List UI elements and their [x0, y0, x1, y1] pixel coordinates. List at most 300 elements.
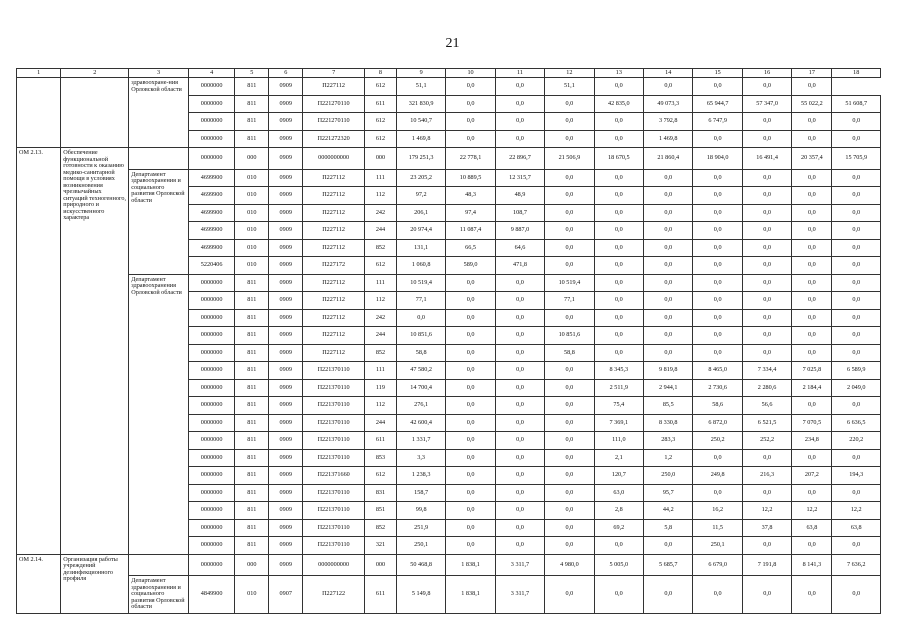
table-cell: 0,0 [693, 222, 742, 240]
table-cell: 0,0 [495, 292, 544, 310]
table-cell: 0,0 [495, 537, 544, 555]
table-cell: 0000000 [188, 327, 234, 345]
table-cell: 276,1 [396, 397, 445, 415]
table-cell: 0,0 [446, 309, 495, 327]
table-cell: 0,0 [594, 344, 643, 362]
table-cell: 4699900 [188, 204, 234, 222]
table-cell: 42 600,4 [396, 414, 445, 432]
table-cell: 0,0 [545, 537, 594, 555]
table-cell: 612 [365, 130, 397, 148]
table-cell: П227122 [303, 576, 365, 614]
table-cell: 0909 [269, 274, 303, 292]
table-cell: 0,0 [495, 432, 544, 450]
column-header: 13 [594, 69, 643, 78]
table-cell: 0,0 [832, 204, 881, 222]
table-cell: 0,0 [594, 576, 643, 614]
table-cell: 0909 [269, 148, 303, 170]
table-cell: 37,8 [742, 519, 791, 537]
table-cell: 611 [365, 95, 397, 113]
table-cell: 0000000 [188, 362, 234, 380]
table-cell: 242 [365, 204, 397, 222]
table-cell: 0909 [269, 449, 303, 467]
table-cell: 0,0 [792, 576, 832, 614]
table-cell: 0,0 [644, 576, 693, 614]
table-cell: 0,0 [742, 344, 791, 362]
table-cell: 0,0 [693, 309, 742, 327]
table-cell: 2,8 [594, 502, 643, 520]
table-cell: 0,0 [495, 95, 544, 113]
table-cell: 0,0 [693, 169, 742, 187]
table-cell: 0,0 [495, 344, 544, 362]
department-cell: здравоохране-ния Орловской области [129, 78, 189, 148]
table-cell: 244 [365, 327, 397, 345]
table-cell: 0,0 [742, 257, 791, 275]
table-cell: 851 [365, 502, 397, 520]
table-cell: 0,0 [832, 130, 881, 148]
table-cell: 0,0 [495, 309, 544, 327]
table-cell: 4849900 [188, 576, 234, 614]
table-cell: 0,0 [545, 222, 594, 240]
table-cell: 0,0 [545, 257, 594, 275]
table-cell: 18 670,5 [594, 148, 643, 170]
table-cell: 0,0 [545, 449, 594, 467]
table-cell: 8 141,3 [792, 554, 832, 576]
table-cell: 99,8 [396, 502, 445, 520]
table-cell: 811 [235, 397, 269, 415]
table-cell: П221370110 [303, 449, 365, 467]
table-cell: 0,0 [742, 130, 791, 148]
table-cell: 0,0 [495, 362, 544, 380]
table-cell: 0,0 [792, 397, 832, 415]
table-cell: 95,7 [644, 484, 693, 502]
table-cell: 7 025,8 [792, 362, 832, 380]
table-cell: 0909 [269, 554, 303, 576]
table-cell: 811 [235, 309, 269, 327]
table-cell: 0,0 [495, 449, 544, 467]
table-cell: 471,8 [495, 257, 544, 275]
table-cell: 108,7 [495, 204, 544, 222]
table-cell: 0,0 [644, 344, 693, 362]
table-cell: 0909 [269, 187, 303, 205]
table-cell: 250,0 [644, 467, 693, 485]
table-cell: 65 944,7 [693, 95, 742, 113]
table-cell: 811 [235, 362, 269, 380]
table-cell: 0,0 [495, 484, 544, 502]
table-cell: 0,0 [693, 130, 742, 148]
table-cell: 0,0 [693, 257, 742, 275]
table-cell: 0,0 [446, 327, 495, 345]
table-cell: П227112 [303, 204, 365, 222]
column-header: 1 [17, 69, 61, 78]
table-row [17, 169, 881, 187]
table-cell: 811 [235, 78, 269, 96]
table-cell: 0909 [269, 362, 303, 380]
page-number: 21 [445, 36, 460, 51]
table-cell: 0,0 [693, 78, 742, 96]
table-cell: 0,0 [545, 187, 594, 205]
table-cell: 7 334,4 [742, 362, 791, 380]
table-cell: 58,6 [693, 397, 742, 415]
table-cell: 0,0 [742, 292, 791, 310]
table-cell: 7 070,5 [792, 414, 832, 432]
table-cell: 5 005,0 [594, 554, 643, 576]
table-cell: 23 205,2 [396, 169, 445, 187]
table-cell: 0,0 [792, 537, 832, 555]
table-cell: П221370110 [303, 362, 365, 380]
table-cell: 0,0 [594, 274, 643, 292]
table-cell: П227112 [303, 344, 365, 362]
table-cell: 0,0 [693, 576, 742, 614]
table-cell: 0,0 [545, 113, 594, 131]
table-cell: 6 521,5 [742, 414, 791, 432]
table-cell: 5 149,8 [396, 576, 445, 614]
table-cell: 0909 [269, 414, 303, 432]
table-cell: 831 [365, 484, 397, 502]
column-header: 9 [396, 69, 445, 78]
table-cell: 0000000 [188, 379, 234, 397]
table-cell: 63,8 [832, 519, 881, 537]
column-header: 12 [545, 69, 594, 78]
table-cell: 97,4 [446, 204, 495, 222]
table-cell: 12,2 [742, 502, 791, 520]
table-cell: 0,0 [792, 274, 832, 292]
table-cell: 69,2 [594, 519, 643, 537]
table-cell: 0,0 [792, 344, 832, 362]
table-cell: 0,0 [495, 130, 544, 148]
table-cell: 77,1 [396, 292, 445, 310]
table-cell: 22 896,7 [495, 148, 544, 170]
table-cell: 11,5 [693, 519, 742, 537]
table-cell: 0,0 [644, 169, 693, 187]
table-cell: 0,0 [644, 537, 693, 555]
table-cell: 0,0 [644, 309, 693, 327]
table-cell: 2 049,0 [832, 379, 881, 397]
table-cell: 0,0 [446, 519, 495, 537]
table-cell: 56,6 [742, 397, 791, 415]
table-cell: П227112 [303, 274, 365, 292]
column-header: 8 [365, 69, 397, 78]
table-cell: 612 [365, 113, 397, 131]
table-cell: 0,0 [644, 239, 693, 257]
table-cell: 0909 [269, 397, 303, 415]
department-cell: Департамент здравоохранения Орловской области [129, 274, 189, 554]
table-cell: 0,0 [792, 204, 832, 222]
table-cell: 252,2 [742, 432, 791, 450]
table-cell: 0909 [269, 257, 303, 275]
table-cell: 0000000 [188, 344, 234, 362]
table-cell: 6 636,5 [832, 414, 881, 432]
table-cell: 22 778,1 [446, 148, 495, 170]
table-cell: 16 491,4 [742, 148, 791, 170]
table-cell: 63,0 [594, 484, 643, 502]
table-cell: 852 [365, 519, 397, 537]
table-cell: 0,0 [495, 519, 544, 537]
column-header: 5 [235, 69, 269, 78]
table-cell: 194,3 [832, 467, 881, 485]
table-cell: 234,8 [792, 432, 832, 450]
table-cell: 2 184,4 [792, 379, 832, 397]
department-cell [129, 148, 189, 170]
table-cell: 206,1 [396, 204, 445, 222]
table-cell: 0000000 [188, 309, 234, 327]
table-cell: 0,0 [742, 204, 791, 222]
table-cell: П221370110 [303, 502, 365, 520]
table-cell: 612 [365, 78, 397, 96]
table-cell: 3 311,7 [495, 576, 544, 614]
table-cell: 852 [365, 344, 397, 362]
table-cell: 010 [235, 257, 269, 275]
table-cell: 0,0 [545, 130, 594, 148]
table-cell: 0,0 [446, 467, 495, 485]
table-cell: 7 636,2 [832, 554, 881, 576]
column-header: 7 [303, 69, 365, 78]
table-cell: 0909 [269, 113, 303, 131]
table-cell: 0,0 [792, 113, 832, 131]
table-cell: 0,0 [644, 257, 693, 275]
table-cell: 10 519,4 [396, 274, 445, 292]
table-cell: 8 330,8 [644, 414, 693, 432]
table-cell: 0,0 [644, 78, 693, 96]
table-cell: 0,0 [693, 327, 742, 345]
table-cell: 0,0 [792, 130, 832, 148]
table-cell: 811 [235, 130, 269, 148]
table-cell: 0,0 [446, 113, 495, 131]
table-cell: 14 700,4 [396, 379, 445, 397]
table-cell: 0,0 [832, 344, 881, 362]
table-cell: 0,0 [742, 327, 791, 345]
table-row [17, 148, 881, 170]
table-cell: 0,0 [446, 344, 495, 362]
table-cell: 6 872,0 [693, 414, 742, 432]
table-cell: 000 [365, 554, 397, 576]
table-cell: 12 315,7 [495, 169, 544, 187]
table-cell: 0,0 [832, 449, 881, 467]
table-cell: 0909 [269, 344, 303, 362]
table-cell: 75,4 [594, 397, 643, 415]
table-cell: 0,0 [742, 449, 791, 467]
table-cell: 853 [365, 449, 397, 467]
table-cell: 0909 [269, 78, 303, 96]
table-cell: 0,0 [832, 309, 881, 327]
table-cell: 611 [365, 432, 397, 450]
table-cell: 0909 [269, 327, 303, 345]
table-cell: 1 469,8 [396, 130, 445, 148]
table-cell: 0907 [269, 576, 303, 614]
column-header: 17 [792, 69, 832, 78]
table-cell: 010 [235, 239, 269, 257]
table-cell: 49 073,3 [644, 95, 693, 113]
budget-table [16, 68, 881, 614]
table-cell: 811 [235, 414, 269, 432]
table-cell: 97,2 [396, 187, 445, 205]
table-cell: 0,0 [545, 204, 594, 222]
table-cell: 0000000 [188, 113, 234, 131]
table-cell: 77,1 [545, 292, 594, 310]
table-cell: 1 838,1 [446, 576, 495, 614]
table-cell: П221370110 [303, 397, 365, 415]
table-cell: 249,8 [693, 467, 742, 485]
measure-name: Организация работы учреждений дезинфекционного профиля [61, 554, 129, 613]
table-cell: 1 331,7 [396, 432, 445, 450]
table-cell: 0,0 [545, 467, 594, 485]
measure-name [61, 78, 129, 148]
table-cell: 0000000 [188, 274, 234, 292]
table-cell: 0,0 [545, 484, 594, 502]
table-cell: П221370110 [303, 432, 365, 450]
table-cell: 3 792,8 [644, 113, 693, 131]
table-cell: 0,0 [446, 292, 495, 310]
table-cell: 0000000000 [303, 148, 365, 170]
table-cell: 0,0 [495, 274, 544, 292]
table-cell: 55 022,2 [792, 95, 832, 113]
table-cell: 48,3 [446, 187, 495, 205]
table-cell: 12,2 [792, 502, 832, 520]
table-cell: 0,0 [545, 397, 594, 415]
table-cell: 0,0 [594, 239, 643, 257]
table-cell: 811 [235, 379, 269, 397]
table-cell: 0,0 [545, 95, 594, 113]
table-cell: 0,0 [693, 292, 742, 310]
table-cell: 4699900 [188, 239, 234, 257]
table-cell: 0,0 [594, 292, 643, 310]
table-cell: 0,0 [594, 327, 643, 345]
table-cell: 112 [365, 397, 397, 415]
column-header: 16 [742, 69, 791, 78]
table-cell: 0,0 [545, 309, 594, 327]
table-cell: 85,5 [644, 397, 693, 415]
table-cell: 0,0 [446, 78, 495, 96]
column-header: 11 [495, 69, 544, 78]
table-cell: 0,0 [396, 309, 445, 327]
table-cell: 283,3 [644, 432, 693, 450]
table-cell: 10 851,6 [396, 327, 445, 345]
table-cell: 0,0 [594, 130, 643, 148]
table-cell: 58,8 [396, 344, 445, 362]
table-cell: 0909 [269, 222, 303, 240]
table-cell: 1 060,8 [396, 257, 445, 275]
table-cell: 5,8 [644, 519, 693, 537]
table-cell: 811 [235, 113, 269, 131]
table-cell: 0,0 [792, 222, 832, 240]
table-cell: 250,2 [693, 432, 742, 450]
table-cell: 0,0 [832, 397, 881, 415]
table-cell: 1,2 [644, 449, 693, 467]
table-cell: 0,0 [446, 484, 495, 502]
table-cell: 0,0 [792, 309, 832, 327]
table-cell: 0,0 [742, 274, 791, 292]
table-cell: 811 [235, 449, 269, 467]
table-cell: П221270110 [303, 95, 365, 113]
table-cell: 2,1 [594, 449, 643, 467]
table-cell: 0000000 [188, 148, 234, 170]
table-cell: 0,0 [832, 169, 881, 187]
table-cell: П227112 [303, 239, 365, 257]
table-cell: 0,0 [742, 222, 791, 240]
table-cell: 0000000 [188, 484, 234, 502]
table-cell: П227172 [303, 257, 365, 275]
table-cell: 0,0 [594, 309, 643, 327]
table-cell: 7 191,8 [742, 554, 791, 576]
table-cell: 9 887,0 [495, 222, 544, 240]
table-cell: 21 506,9 [545, 148, 594, 170]
table-cell: 0909 [269, 432, 303, 450]
table-cell: 2 944,1 [644, 379, 693, 397]
table-cell: 811 [235, 537, 269, 555]
table-cell: 4699900 [188, 187, 234, 205]
table-cell: 0,0 [495, 502, 544, 520]
table-cell: 0909 [269, 95, 303, 113]
table-cell: 112 [365, 292, 397, 310]
table-cell: 0,0 [832, 113, 881, 131]
table-cell: 112 [365, 187, 397, 205]
table-cell: 5220406 [188, 257, 234, 275]
table-cell: 0,0 [742, 576, 791, 614]
table-cell: 0000000 [188, 78, 234, 96]
table-cell: 8 345,3 [594, 362, 643, 380]
table-cell: 000 [235, 148, 269, 170]
table-cell: 0,0 [832, 327, 881, 345]
column-header: 18 [832, 69, 881, 78]
department-cell: Департамент здравоохранения и социального развития Орловской области [129, 576, 189, 614]
table-cell: 216,3 [742, 467, 791, 485]
table-row [17, 78, 881, 96]
table-cell: 4 980,0 [545, 554, 594, 576]
table-cell: 0,0 [644, 222, 693, 240]
table-cell: 0,0 [594, 113, 643, 131]
table-cell: 0,0 [446, 274, 495, 292]
measure-code [17, 78, 61, 148]
table-cell: 612 [365, 467, 397, 485]
table-cell: 0,0 [792, 484, 832, 502]
table-cell: 0,0 [693, 484, 742, 502]
table-cell: 0,0 [792, 257, 832, 275]
table-cell: 589,0 [446, 257, 495, 275]
table-cell: 0909 [269, 484, 303, 502]
table-cell: 0,0 [742, 113, 791, 131]
table-cell: 0,0 [545, 576, 594, 614]
table-cell: П221371660 [303, 467, 365, 485]
table-cell: 111 [365, 362, 397, 380]
table-cell: 0,0 [742, 169, 791, 187]
table-cell: 11 087,4 [446, 222, 495, 240]
table-cell: 0000000 [188, 554, 234, 576]
table-cell: 0,0 [594, 257, 643, 275]
table-cell: 0,0 [594, 169, 643, 187]
table-cell: 0000000 [188, 292, 234, 310]
table-cell: 811 [235, 467, 269, 485]
table-cell: 0,0 [495, 467, 544, 485]
table-cell: П221370110 [303, 519, 365, 537]
measure-code: ОМ 2.13. [17, 148, 61, 555]
table-cell: 0,0 [545, 432, 594, 450]
table-cell: 51,1 [545, 78, 594, 96]
table-cell: П227112 [303, 78, 365, 96]
table-cell: 20 974,4 [396, 222, 445, 240]
table-cell: 0000000 [188, 502, 234, 520]
table-cell: 010 [235, 222, 269, 240]
table-cell: 0,0 [495, 327, 544, 345]
table-cell: 0,0 [446, 397, 495, 415]
table-cell: 0000000 [188, 95, 234, 113]
column-header: 3 [129, 69, 189, 78]
table-cell: 611 [365, 576, 397, 614]
table-cell: 0,0 [693, 344, 742, 362]
table-cell: 0,0 [644, 274, 693, 292]
table-cell: 010 [235, 204, 269, 222]
table-cell: 0909 [269, 502, 303, 520]
table-cell: 0,0 [832, 274, 881, 292]
table-cell: 0909 [269, 239, 303, 257]
